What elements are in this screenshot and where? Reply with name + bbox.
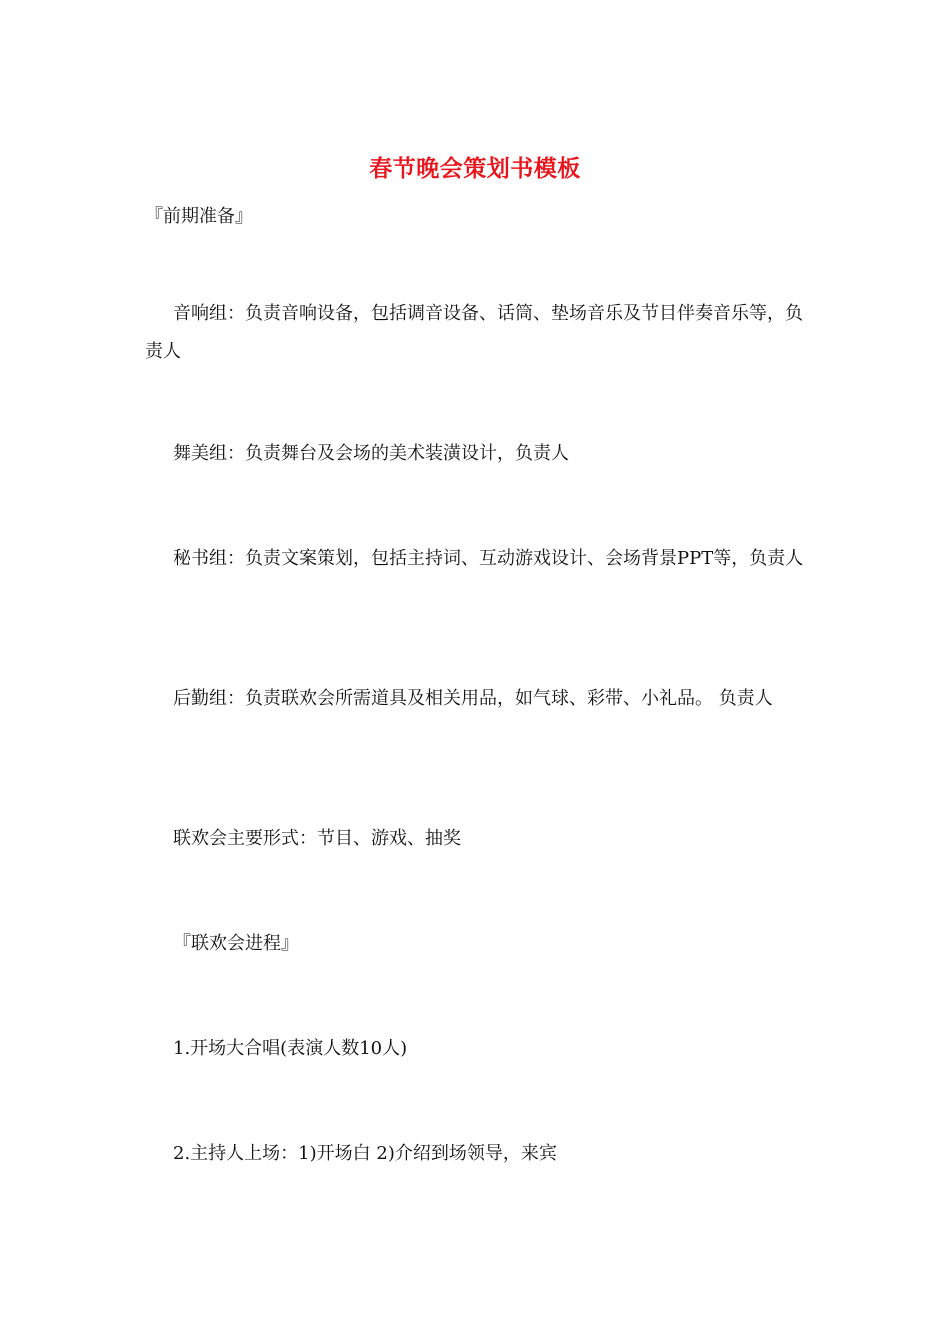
step-item-1: 1.开场大合唱(表演人数10人) (173, 1038, 408, 1059)
paragraph-secretary-team: 秘书组：负责文案策划，包括主持词、互动游戏设计、会场背景PPT等，负责人 (173, 548, 804, 569)
section-heading-process: 『联欢会进程』 (173, 933, 299, 954)
section-heading-prep: 『前期准备』 (145, 206, 253, 227)
paragraph-event-format: 联欢会主要形式：节目、游戏、抽奖 (173, 828, 461, 849)
paragraph-logistics-team: 后勤组：负责联欢会所需道具及相关用品，如气球、彩带、小礼品。 负责人 (173, 688, 773, 709)
paragraph-sound-team: 音响组：负责音响设备，包括调音设备、话筒、垫场音乐及节目伴奏音乐等，负责人 (145, 303, 803, 362)
document-title: 春节晚会策划书模板 (369, 155, 581, 182)
paragraph-stage-team: 舞美组：负责舞台及会场的美术装潢设计，负责人 (173, 443, 569, 464)
step-item-2: 2.主持人上场：1)开场白 2)介绍到场领导，来宾 (173, 1143, 557, 1164)
